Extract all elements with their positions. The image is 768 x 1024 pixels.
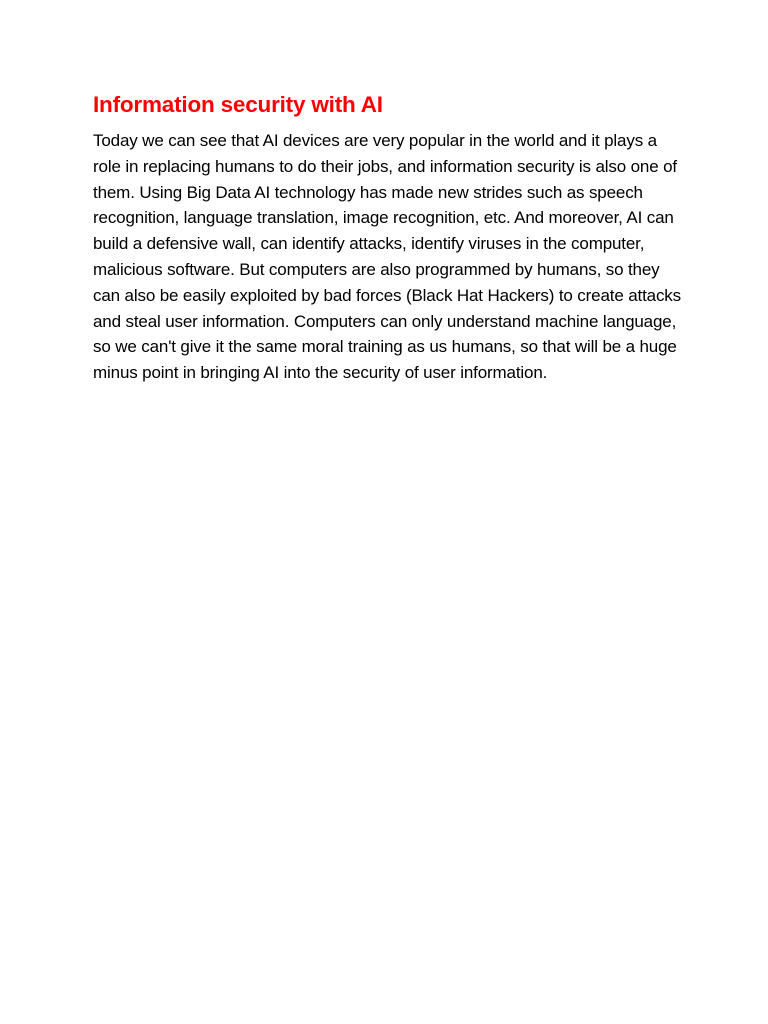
document-title: Information security with AI xyxy=(93,92,383,117)
document-content xyxy=(93,88,683,386)
document-body-paragraph: Today we can see that AI devices are very popular in the world and it plays a role in replacing humans to do their jobs, and information security is also one of them. Using Big Data AI technology has made new strides such as speech recognition, language translation, image recognition, etc. And moreover, AI can build a defensive wall, can identify attacks, identify viruses in the computer, malicious software. But computers are also programmed by humans, so they can also be easily exploited by bad forces (Black Hat Hackers) to create attacks and steal user information. Computers can only understand machine language, so we can't give it the same moral training as us humans, so that will be a huge minus point in bringing AI into the security of user information. xyxy=(93,131,682,383)
